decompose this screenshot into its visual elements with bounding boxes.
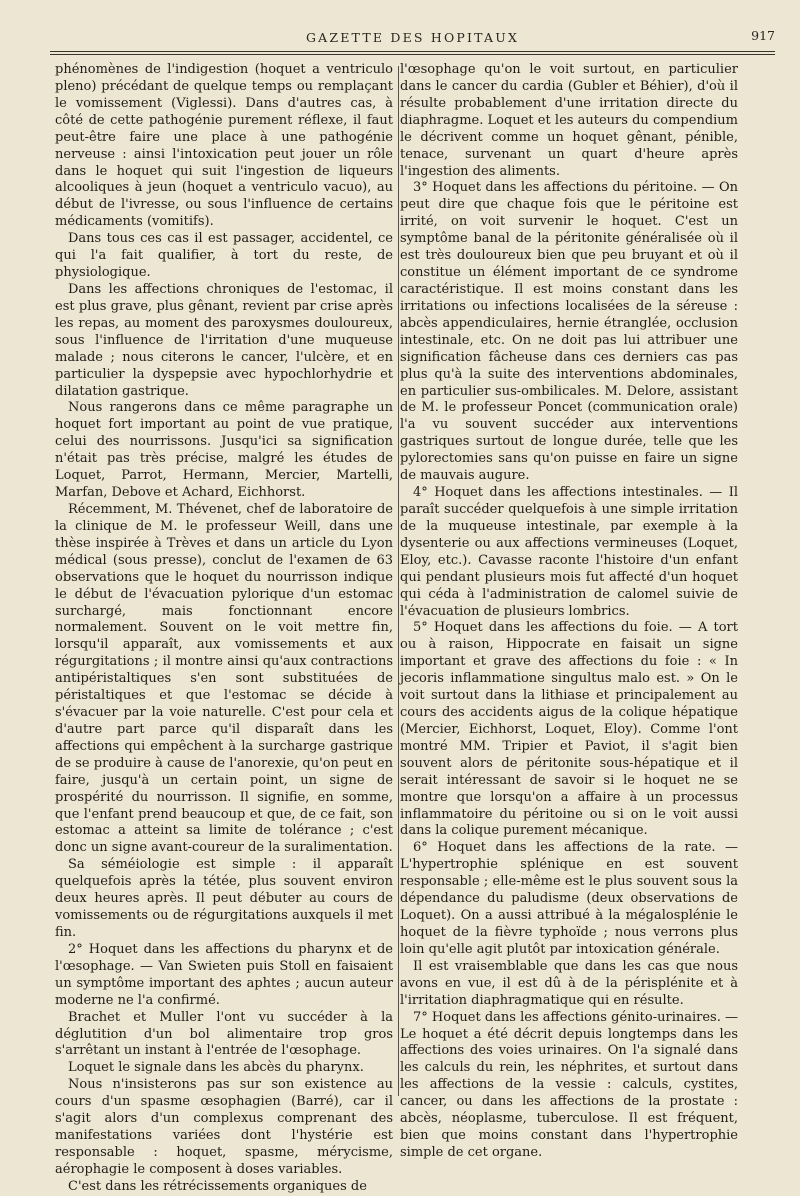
journal-title: GAZETTE DES HOPITAUX: [305, 30, 520, 45]
left-column: [55, 62, 393, 1196]
page-header: [50, 26, 775, 50]
paragraph: 2° Hoquet dans les affections du pharynx et de l'œsophage. — Van Swieten puis Stoll en faisaient un symptôme important des aphtes ; aucun auteur moderne ne l'a confirmé.: [55, 941, 393, 1008]
paragraph: Dans les affections chroniques de l'estomac, il est plus grave, plus gênant, revient par crise après les repas, au moment des paroxysmes douloureux, sous l'influence de l'irritation d'une muqueuse malade ; nous citerons le cancer, l'ulcère, et en particulier la dyspepsie avec hypochlorhydrie et dilatation gastrique.: [55, 281, 393, 399]
paragraph: Loquet le signale dans les abcès du pharynx.: [68, 1060, 364, 1076]
paragraph: Il est vraisemblable que dans les cas que nous avons en vue, il est dû à de la périsplénite et à l'irritation diaphragmatique qui en résulte.: [400, 958, 738, 1008]
right-column: [400, 62, 738, 1162]
paragraph: Nous rangerons dans ce même paragraphe un hoquet fort important au point de vue pratique, celui des nourrissons. Jusqu'ici sa signification n'était pas très précise, malgré les études de Loquet, Parrot, Hermann, Mercier, Martelli, Marfan, Debove et Achard, Eichhorst.: [55, 400, 393, 501]
paragraph: l'œsophage qu'on le voit surtout, en particulier dans le cancer du cardia (Gubler et Béhier), d'où il résulte probablement d'une irritation directe du diaphragme. Loquet et les auteurs du compendium le décrivent comme un hoquet gênant, pénible, tenace, survenant un quart d'heure après l'ingestion des aliments.: [400, 62, 738, 179]
paragraph: 4° Hoquet dans les affections intestinales. — Il paraît succéder quelquefois à une simple irritation de la muqueuse intestinale, par exemple à la dysenterie ou aux affections vermineuses (Loquet, Eloy, etc.). Cavasse raconte l'histoire d'un enfant qui pendant plusieurs mois fut affecté d'un hoquet qui céda à l'administration de calomel suivie de l'évacuation de plusieurs lombrics.: [400, 485, 738, 619]
header-rule-bottom: [50, 54, 775, 55]
paragraph: 7° Hoquet dans les affections génito-urinaires. — Le hoquet a été décrit depuis longtemps dans les affections des voies urinaires. On l'a signalé dans les calculs du rein, les néphrites, et surtout dans les affections de la vessie : calculs, cystites, cancer, ou dans les affections de la prostate : abcès, néoplasme, tuberculose. Il est fréquent, bien que moins constant dans l'hypertrophie simple de cet organe.: [400, 1009, 738, 1160]
paragraph: C'est dans les rétrécissements organiques de: [68, 1178, 367, 1194]
paragraph: Sa séméiologie est simple : il apparaît quelquefois après la tétée, plus souvent environ deux heures après. Il peut débuter au cours de vomissements ou de régurgitations auxquels il met fin.: [55, 857, 393, 941]
paragraph: Dans tous ces cas il est passager, accidentel, ce qui l'a fait qualifier, à tort du reste, de physiologique.: [55, 231, 393, 281]
paragraph: phénomènes de l'indigestion (hoquet a ventriculo pleno) précédant de quelque temps ou remplaçant le vomissement (Viglessi). Dans d'autres cas, à côté de cette pathogénie purement réflexe, il faut peut-être faire une place à une pathogénie nerveuse : ainsi l'intoxication peut jouer un rôle dans le hoquet qui suit l'ingestion de liqueurs alcooliques à jeun (hoquet a ventriculo vacuo), au début de l'ivresse, ou sous l'influence de certains médicaments (vomitifs).: [55, 62, 393, 230]
paragraph: Récemment, M. Thévenet, chef de laboratoire de la clinique de M. le professeur Weill, dans une thèse inspirée à Trèves et dans un article du Lyon médical (sous presse), conclut de l'examen de 63 observations que le hoquet du nourrisson indique le début de l'évacuation pylorique d'un estomac surchargé, mais fonctionnant encore normalement. Souvent on le voit mettre fin, lorsqu'il apparaît, aux vomissements et aux régurgitations ; il montre ainsi qu'aux contractions antipéristaltiques s'en sont substituées de péristaltiques et que l'estomac se décide à s'évacuer par la voie naturelle. C'est pour cela et d'autre part parce qu'il disparaît dans les affections qui empêchent à la surcharge gastrique de se produire à cause de l'anorexie, qu'on peut en faire, jusqu'à un certain point, un signe de prospérité du nourrisson. Il signifie, en somme, que l'enfant prend beaucoup et que, de ce fait, son estomac a atteint sa limite de tolérance ; c'est donc un signe avant-coureur de la suralimentation.: [55, 501, 393, 856]
paragraph: Nous n'insisterons pas sur son existence au cours d'un spasme œsophagien (Barré), car il s'agit alors d'un complexus comprenant des manifestations variées dont l'hystérie est responsable : hoquet, spasme, mérycisme, aérophagie le composent à doses variables.: [55, 1077, 393, 1177]
column-separator: [398, 66, 399, 1096]
page-number: 917: [751, 28, 775, 43]
paragraph: Brachet et Muller l'ont vu succéder à la déglutition d'un bol alimentaire trop gros s'arrêtant un instant à l'entrée de l'œsophage.: [55, 1009, 393, 1059]
paragraph: 5° Hoquet dans les affections du foie. — A tort ou à raison, Hippocrate en faisait un signe important et grave des affections du foie : « In jecoris inflammatione singultus malo est. » On le voit surtout dans la lithiase et principalement au cours des accidents aigus de la colique hépatique (Mercier, Eichhorst, Loquet, Eloy). Comme l'ont montré MM. Tripier et Paviot, il s'agit bien souvent alors de péritonite sous-hépatique et il serait intéressant de savoir si le hoquet ne se montre que lorsqu'on a affaire à un processus inflammatoire du péritoine ou si on le voit aussi dans la colique purement mécanique.: [400, 620, 738, 839]
header-rule-top: [50, 51, 775, 52]
paragraph: 3° Hoquet dans les affections du péritoine. — On peut dire que chaque fois que le péritoine est irrité, on voit survenir le hoquet. C'est un symptôme banal de la péritonite généralisée où il est très douloureux bien que peu bruyant et où il constitue un élément important de ce syndrome caractéristique. Il est moins constant dans les irritations ou infections localisées de la séreuse : abcès appendiculaires, hernie étranglée, occlusion intestinale, etc. On ne doit pas lui attribuer une signification fâcheuse dans ces derniers cas pas plus qu'à la suite des interventions abdominales, en particulier sus-ombilicales. M. Delore, assistant de M. le professeur Poncet (communication orale) l'a vu souvent succéder aux interventions gastriques surtout de longue durée, telle que les pylorectomies sans qu'on puisse en faire un signe de mauvais augure.: [400, 180, 738, 484]
paragraph: 6° Hoquet dans les affections de la rate. — L'hypertrophie splénique en est souvent responsable ; elle-même est le plus souvent sous la dépendance du paludisme (deux observations de Loquet). On a aussi attribué à la mégalosplénie le hoquet de la fièvre typhoïde ; nous verrons plus loin qu'elle agit plutôt par intoxication générale.: [400, 840, 738, 957]
